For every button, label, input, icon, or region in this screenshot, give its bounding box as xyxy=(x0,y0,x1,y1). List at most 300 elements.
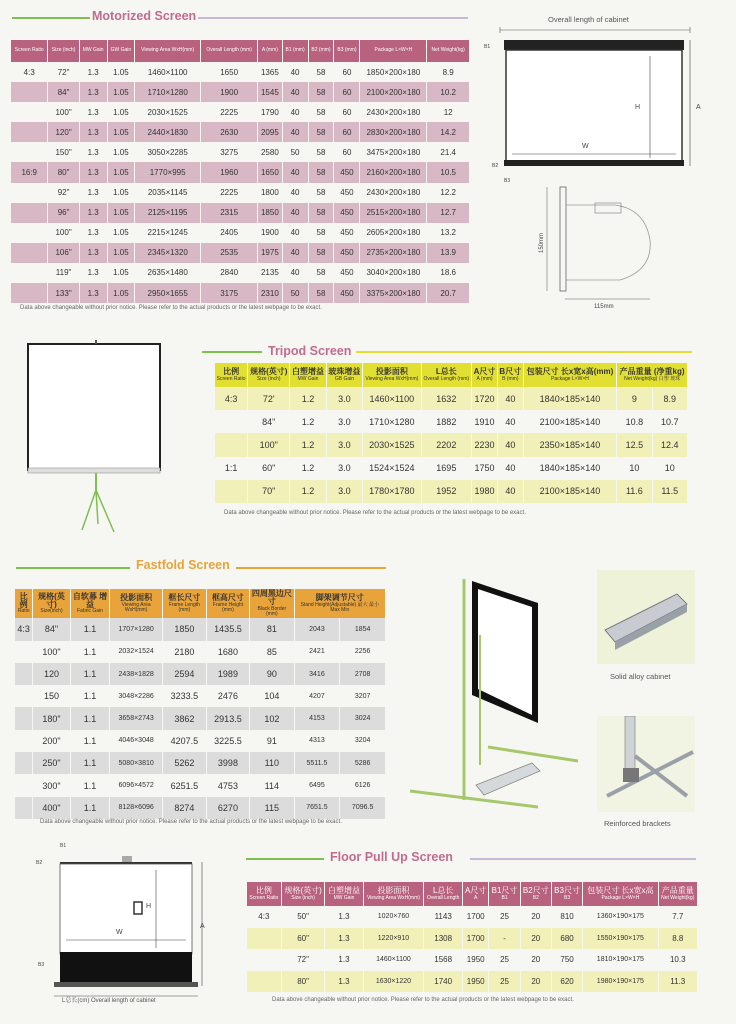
fastfold-header-cell xyxy=(207,589,249,618)
table-cell: 40 xyxy=(505,416,516,427)
table-cell: 1650 xyxy=(220,67,239,77)
table-cell: 1.05 xyxy=(113,67,129,77)
motorized-header-row xyxy=(11,40,469,62)
table-cell: 2476 xyxy=(217,691,238,702)
table-cell: 1.2 xyxy=(290,433,325,456)
table-cell xyxy=(11,283,47,303)
table-cell: 58 xyxy=(309,243,334,263)
table-cell: 50 xyxy=(283,283,308,303)
table-cell: 1.3 xyxy=(325,971,362,993)
table-cell: 5262 xyxy=(163,752,206,774)
table-cell: 2310 xyxy=(258,283,281,303)
table-cell: 450 xyxy=(334,283,359,303)
fastfold-header-cell xyxy=(15,589,32,618)
table-cell: 133" xyxy=(48,283,78,303)
table-cell: 1524×1524 xyxy=(369,463,415,474)
table-cell: 1.3 xyxy=(325,928,362,950)
motorized-title-line xyxy=(12,17,90,19)
floor-header-cn: B2尺寸 xyxy=(522,886,549,896)
table-cell: 4207.5 xyxy=(170,735,199,746)
table-cell xyxy=(11,243,47,263)
motorized-screen-diagram xyxy=(490,26,700,186)
table-cell: 1.1 xyxy=(71,707,110,729)
fastfold-header-cell xyxy=(33,589,69,618)
table-cell: 6126 xyxy=(354,782,371,789)
table-row xyxy=(11,203,469,223)
floor-header-en: B1 xyxy=(501,894,508,901)
table-cell: 1460×1100 xyxy=(147,67,188,77)
table-cell: 1.1 xyxy=(71,797,110,819)
table-cell: 40 xyxy=(498,480,523,503)
table-cell: 2100×185×140 xyxy=(539,416,601,427)
table-cell: 12.5 xyxy=(617,433,651,456)
table-cell: 1960 xyxy=(201,162,257,182)
table-cell: 2230 xyxy=(472,433,497,456)
table-cell: 25 xyxy=(500,955,509,965)
table-cell: 40 xyxy=(290,107,300,117)
motorized-dim-b3: B3 xyxy=(504,178,511,184)
motorized-header-cell: B2 (mm) xyxy=(309,40,334,62)
motorized-title-line-right xyxy=(198,17,468,19)
table-cell: 5080×3810 xyxy=(110,752,162,774)
floor-header-en: Size (inch) xyxy=(291,894,315,901)
table-cell: 4:3 xyxy=(258,912,270,922)
fastfold-header-en: Black Border (mm) xyxy=(257,605,287,618)
table-cell: 40 xyxy=(290,188,300,198)
table-cell: 58 xyxy=(309,283,334,303)
table-row xyxy=(215,480,687,503)
table-cell: 119" xyxy=(55,268,72,278)
table-cell: 1840×185×140 xyxy=(539,463,601,474)
table-cell: 1308 xyxy=(424,928,462,950)
motorized-header-cell: Size (inch) xyxy=(48,40,78,62)
floor-title-line-right xyxy=(470,858,696,860)
floor-dim-b2: B2 xyxy=(36,860,43,866)
table-cell: 91 xyxy=(266,735,277,746)
table-cell: 1.1 xyxy=(83,691,97,702)
table-cell xyxy=(15,752,32,774)
table-cell: 2160×200×180 xyxy=(360,162,426,182)
floor-header-en: Package L×W×H xyxy=(601,894,640,901)
motorized-header-cell: GW Gain xyxy=(108,40,135,62)
tripod-header-cn: 投影面积 xyxy=(375,367,408,377)
table-cell: 12 xyxy=(443,107,453,117)
table-cell: 6251.5 xyxy=(170,780,199,791)
fastfold-header-en: Fabric Gain xyxy=(77,608,103,615)
table-cell: 3040×200×180 xyxy=(366,268,421,278)
motorized-dim-h: H xyxy=(635,104,641,111)
table-cell: 1.05 xyxy=(108,283,135,303)
table-cell: 1700 xyxy=(466,912,485,922)
tripod-header-en: Overall Length (mm) xyxy=(423,375,470,382)
table-cell: 2180 xyxy=(174,646,195,657)
tripod-header-cn: 玻珠增益 xyxy=(328,367,361,377)
table-cell: 60" xyxy=(262,463,276,474)
table-cell: 1989 xyxy=(207,663,249,685)
table-cell: 4207 xyxy=(309,692,325,700)
table-cell: 114 xyxy=(264,780,280,791)
table-cell: 12.2 xyxy=(440,188,456,198)
tripod-screen-image xyxy=(24,340,174,540)
table-cell: 102 xyxy=(250,707,294,729)
table-cell: 1975 xyxy=(258,243,281,263)
table-row xyxy=(11,243,469,263)
motorized-bracket-diagram xyxy=(525,185,675,305)
table-cell: 1460×1100 xyxy=(376,956,411,964)
table-cell xyxy=(247,949,281,971)
fastfold-screen-image xyxy=(408,575,584,815)
tripod-header-cell xyxy=(363,363,420,387)
table-cell: 1.1 xyxy=(71,663,110,685)
table-cell: 810 xyxy=(560,912,574,922)
floor-title: Floor Pull Up Screen xyxy=(330,850,453,864)
tripod-header-en: B (mm) xyxy=(502,375,519,382)
table-cell: 40 xyxy=(290,228,300,238)
table-cell: 10.5 xyxy=(427,162,469,182)
table-row xyxy=(15,797,385,819)
table-cell: 84" xyxy=(262,416,276,427)
floor-header-row xyxy=(247,882,697,906)
fastfold-header-cell xyxy=(163,589,206,618)
table-cell: 3.0 xyxy=(327,480,362,503)
table-cell: 3.0 xyxy=(327,387,362,410)
fastfold-header-cell xyxy=(295,589,385,618)
table-cell: 12.4 xyxy=(653,433,687,456)
table-cell: 8.9 xyxy=(442,67,454,77)
table-cell: 7651.5 xyxy=(295,797,340,819)
table-cell: 2030×1525 xyxy=(147,107,188,117)
motorized-header-cell: Net Weight(kg) xyxy=(427,40,469,62)
table-cell: 1.2 xyxy=(290,480,325,503)
fastfold-header-cn: 框高尺寸 xyxy=(211,593,244,603)
table-cell: 96" xyxy=(48,203,78,223)
tripod-header-cell xyxy=(524,363,617,387)
motorized-dim-b2: B2 xyxy=(492,163,499,169)
floor-header-en: A xyxy=(474,894,478,901)
table-cell: 3175 xyxy=(201,283,257,303)
table-cell: 1850×200×180 xyxy=(366,67,421,77)
fastfold-header-cn: 自软幕 增益 xyxy=(72,591,108,610)
table-cell: 14.2 xyxy=(427,122,469,142)
table-cell: 120 xyxy=(33,663,69,685)
table-row xyxy=(11,122,469,142)
floor-header-cn: 投影面积 xyxy=(377,886,410,896)
table-cell: 2535 xyxy=(201,243,257,263)
table-cell: 2440×1830 xyxy=(135,122,200,142)
table-cell: 40 xyxy=(505,463,516,474)
fastfold-spec-table xyxy=(14,589,386,819)
table-cell: 1220×910 xyxy=(364,928,424,950)
table-cell: 58 xyxy=(316,67,326,77)
table-cell: 10.2 xyxy=(427,82,469,102)
tripod-header-cell xyxy=(248,363,289,387)
table-cell: 2438×1828 xyxy=(110,663,162,685)
table-cell: 1568 xyxy=(434,955,453,965)
motorized-header-cell: B1 (mm) xyxy=(283,40,308,62)
table-cell: 100" xyxy=(248,433,289,456)
table-cell xyxy=(11,82,47,102)
table-cell: - xyxy=(489,928,519,950)
tripod-header-en: Viewing Area WxH(mm) xyxy=(365,375,419,382)
table-cell: 10 xyxy=(629,463,640,474)
table-cell: 1460×1100 xyxy=(363,387,420,410)
table-cell: 1.3 xyxy=(87,268,99,278)
table-cell: 58 xyxy=(309,203,334,223)
table-cell: 6495 xyxy=(309,782,325,789)
tripod-title-line xyxy=(202,351,262,353)
tripod-header-cell xyxy=(290,363,325,387)
table-row xyxy=(15,618,385,640)
table-cell: 3050×2285 xyxy=(147,147,188,157)
table-cell: 2095 xyxy=(258,122,281,142)
fastfold-header-cn: 规格(英寸) xyxy=(38,591,65,610)
table-cell: 1.3 xyxy=(87,67,99,77)
table-row xyxy=(215,457,687,480)
table-cell: 110 xyxy=(250,752,294,774)
table-cell: 11.5 xyxy=(653,480,687,503)
table-cell: 1710×1280 xyxy=(369,416,415,427)
floor-dim-b1: B1 xyxy=(60,843,67,849)
table-cell: 1.3 xyxy=(80,162,107,182)
tripod-header-en: GB Gain xyxy=(334,375,355,382)
motorized-header-cell: Screen Ratio xyxy=(11,40,47,62)
table-cell: 1882 xyxy=(436,416,457,427)
floor-header-cell xyxy=(489,882,519,906)
table-cell: 2225 xyxy=(220,188,239,198)
fastfold-header-cn: 脚架调节尺寸 xyxy=(315,593,364,603)
floor-header-cn: 产品重量 xyxy=(661,886,694,896)
table-cell: 100" xyxy=(55,228,72,238)
table-cell: 20 xyxy=(521,971,551,993)
table-cell: 1740 xyxy=(424,971,462,993)
table-cell: 3207 xyxy=(354,692,371,700)
floor-header-cn: B1尺寸 xyxy=(491,886,518,896)
table-cell: 1.05 xyxy=(108,122,135,142)
fastfold-header-en: Frame Length (mm) xyxy=(168,601,200,613)
table-cell: 450 xyxy=(334,203,359,223)
fastfold-header-en: Frame Height (mm) xyxy=(212,601,244,613)
table-cell: 5511.5 xyxy=(295,752,340,774)
fastfold-header-cn: 框长尺寸 xyxy=(168,593,201,603)
table-cell: 2135 xyxy=(260,268,279,278)
table-cell: 10.8 xyxy=(625,416,644,427)
table-cell: 2215×1245 xyxy=(147,228,188,238)
table-cell: 60 xyxy=(342,67,352,77)
table-cell: 1840×185×140 xyxy=(524,387,617,410)
table-cell: 2430×200×180 xyxy=(366,188,421,198)
table-cell: 1750 xyxy=(474,463,495,474)
table-cell: 11.6 xyxy=(617,480,651,503)
table-cell xyxy=(11,183,47,203)
tripod-header-en: Net Weight(kg) 白塑 玻珠 xyxy=(624,375,681,382)
table-cell: 750 xyxy=(560,955,574,965)
table-row xyxy=(215,387,687,410)
solid-alloy-cabinet-caption: Solid alloy cabinet xyxy=(610,672,671,681)
table-cell: 450 xyxy=(334,243,359,263)
table-cell: 2256 xyxy=(354,648,371,656)
table-cell: 1.05 xyxy=(113,268,129,278)
tripod-header-en: Screen Ratio xyxy=(216,375,246,382)
motorized-note: Data above changeable without prior notice. Please refer to the actual products or the latest webpage to be exact. xyxy=(20,305,322,311)
table-cell: 1952 xyxy=(422,480,472,503)
table-cell: 2430×200×180 xyxy=(366,107,421,117)
table-cell: 16:9 xyxy=(11,162,47,182)
table-cell: 1.3 xyxy=(80,82,107,102)
table-cell: 72" xyxy=(57,67,70,77)
table-row xyxy=(15,685,385,707)
table-row xyxy=(15,752,385,774)
table-cell: 20 xyxy=(531,912,541,922)
table-cell xyxy=(247,971,281,993)
table-cell: 1550×190×175 xyxy=(583,928,657,950)
table-cell: 80" xyxy=(282,971,325,993)
table-row xyxy=(11,82,469,102)
table-cell: 1.3 xyxy=(80,203,107,223)
motorized-header-cell: MW Gain xyxy=(80,40,107,62)
table-cell: 1.1 xyxy=(71,618,110,640)
table-cell: 1.05 xyxy=(108,82,135,102)
table-cell: 1.3 xyxy=(87,147,99,157)
table-cell: 3.0 xyxy=(338,463,351,474)
table-cell: 1850 xyxy=(163,618,206,640)
fastfold-title-line xyxy=(16,567,130,569)
fastfold-header-cell xyxy=(110,589,162,618)
fastfold-header-cell xyxy=(71,589,110,618)
fastfold-header-en: Size(inch) xyxy=(40,608,63,615)
table-cell: 2405 xyxy=(220,228,239,238)
table-cell: 5286 xyxy=(340,752,385,774)
table-row xyxy=(247,949,697,971)
table-cell: 1143 xyxy=(434,912,452,922)
table-cell: 1.05 xyxy=(113,188,129,198)
tripod-header-cell xyxy=(498,363,523,387)
floor-spec-table xyxy=(246,882,698,992)
floor-screen-diagram xyxy=(40,848,210,1008)
table-cell: 58 xyxy=(309,82,334,102)
table-row xyxy=(247,906,697,928)
tripod-header-cell xyxy=(472,363,497,387)
floor-dim-w: W xyxy=(116,929,123,936)
table-cell: 85 xyxy=(266,646,277,657)
table-cell: 3225.5 xyxy=(214,735,242,746)
table-cell: 1.05 xyxy=(108,203,135,223)
table-cell: 58 xyxy=(309,122,334,142)
table-cell: 40 xyxy=(283,203,308,223)
table-cell: 2202 xyxy=(422,433,472,456)
table-cell: 40 xyxy=(498,387,523,410)
table-cell: 3275 xyxy=(220,147,239,157)
table-cell: 9 xyxy=(617,387,651,410)
table-cell xyxy=(15,641,32,663)
table-cell: 4:3 xyxy=(23,67,35,77)
table-cell: 72' xyxy=(248,387,289,410)
table-cell xyxy=(11,122,47,142)
table-cell: 200" xyxy=(42,735,61,746)
table-cell: 2043 xyxy=(295,618,340,640)
table-cell: 58 xyxy=(316,107,326,117)
table-cell: 58 xyxy=(316,147,326,157)
floor-header-cn: A尺寸 xyxy=(465,886,487,896)
table-cell xyxy=(15,797,32,819)
table-cell: 8.9 xyxy=(653,387,687,410)
table-cell: 10 xyxy=(664,463,675,474)
table-row xyxy=(15,641,385,663)
tripod-spec-table xyxy=(214,363,688,503)
tripod-header-cn: 产品重量 (净重kg) xyxy=(619,367,685,377)
floor-header-cn: L总长 xyxy=(432,886,454,896)
reinforced-brackets-caption: Reinforced brackets xyxy=(604,819,671,828)
table-cell: 1650 xyxy=(258,162,281,182)
table-cell: 72" xyxy=(297,955,309,965)
table-row xyxy=(11,102,469,122)
table-cell: 40 xyxy=(283,243,308,263)
table-cell: 620 xyxy=(552,971,582,993)
table-cell: 92" xyxy=(57,188,70,198)
table-cell: 2350×185×140 xyxy=(524,433,617,456)
table-cell: 8128×6096 xyxy=(110,797,162,819)
floor-cabinet-caption: L总长(cm) Overall length of cabinet xyxy=(62,998,156,1004)
table-row xyxy=(247,971,697,993)
table-cell: 4046×3048 xyxy=(118,737,154,745)
table-cell: 50 xyxy=(290,147,300,157)
table-cell: 10.7 xyxy=(661,416,679,427)
table-cell: 10.3 xyxy=(669,955,686,965)
floor-header-en: Viewing Area WxH(mm) xyxy=(366,894,420,901)
floor-header-cell xyxy=(521,882,551,906)
table-cell: 2950×1655 xyxy=(135,283,200,303)
table-cell: 20 xyxy=(521,928,551,950)
table-row xyxy=(11,223,469,243)
table-cell: 1435.5 xyxy=(207,618,249,640)
motorized-bracket-h: 150mm xyxy=(539,232,546,254)
solid-alloy-cabinet-image xyxy=(597,570,695,664)
motorized-dim-b1: B1 xyxy=(484,44,491,50)
table-cell: 2030×1525 xyxy=(363,433,420,456)
motorized-title: Motorized Screen xyxy=(92,9,197,23)
table-cell: 1950 xyxy=(463,971,488,993)
table-cell xyxy=(11,263,47,283)
table-cell: 60 xyxy=(342,147,352,157)
table-row xyxy=(11,263,469,283)
table-cell: 3233.5 xyxy=(170,691,199,702)
table-cell: 4:3 xyxy=(215,387,247,410)
table-cell: 50" xyxy=(297,912,309,922)
floor-title-line xyxy=(246,858,324,860)
tripod-header-cn: 白塑增益 xyxy=(291,367,324,377)
table-cell: 1790 xyxy=(260,107,279,117)
table-cell: 1.1 xyxy=(83,735,97,746)
table-cell xyxy=(11,102,47,122)
floor-header-cell xyxy=(463,882,488,906)
table-cell xyxy=(15,707,32,729)
fastfold-header-en: Viewing Area WxH(mm) xyxy=(121,601,151,613)
table-cell: 40 xyxy=(290,67,300,77)
table-cell xyxy=(15,685,32,707)
table-cell: 4:3 xyxy=(15,618,32,640)
table-cell: 1.1 xyxy=(83,780,97,791)
table-cell: 21.4 xyxy=(440,147,456,157)
motorized-header-cell: Viewing Area WxH(mm) xyxy=(135,40,200,62)
fastfold-note: Data above changeable without prior notice. Please refer to the actual products or the latest webpage to be exact. xyxy=(40,819,342,825)
table-cell xyxy=(215,480,247,503)
table-cell xyxy=(15,730,32,752)
tripod-header-row xyxy=(215,363,687,387)
table-cell: 1950 xyxy=(466,955,485,965)
table-cell: 1.05 xyxy=(113,228,129,238)
table-cell: 1.1 xyxy=(83,646,97,657)
reinforced-brackets-image xyxy=(597,716,695,812)
table-cell: 90 xyxy=(250,663,294,685)
